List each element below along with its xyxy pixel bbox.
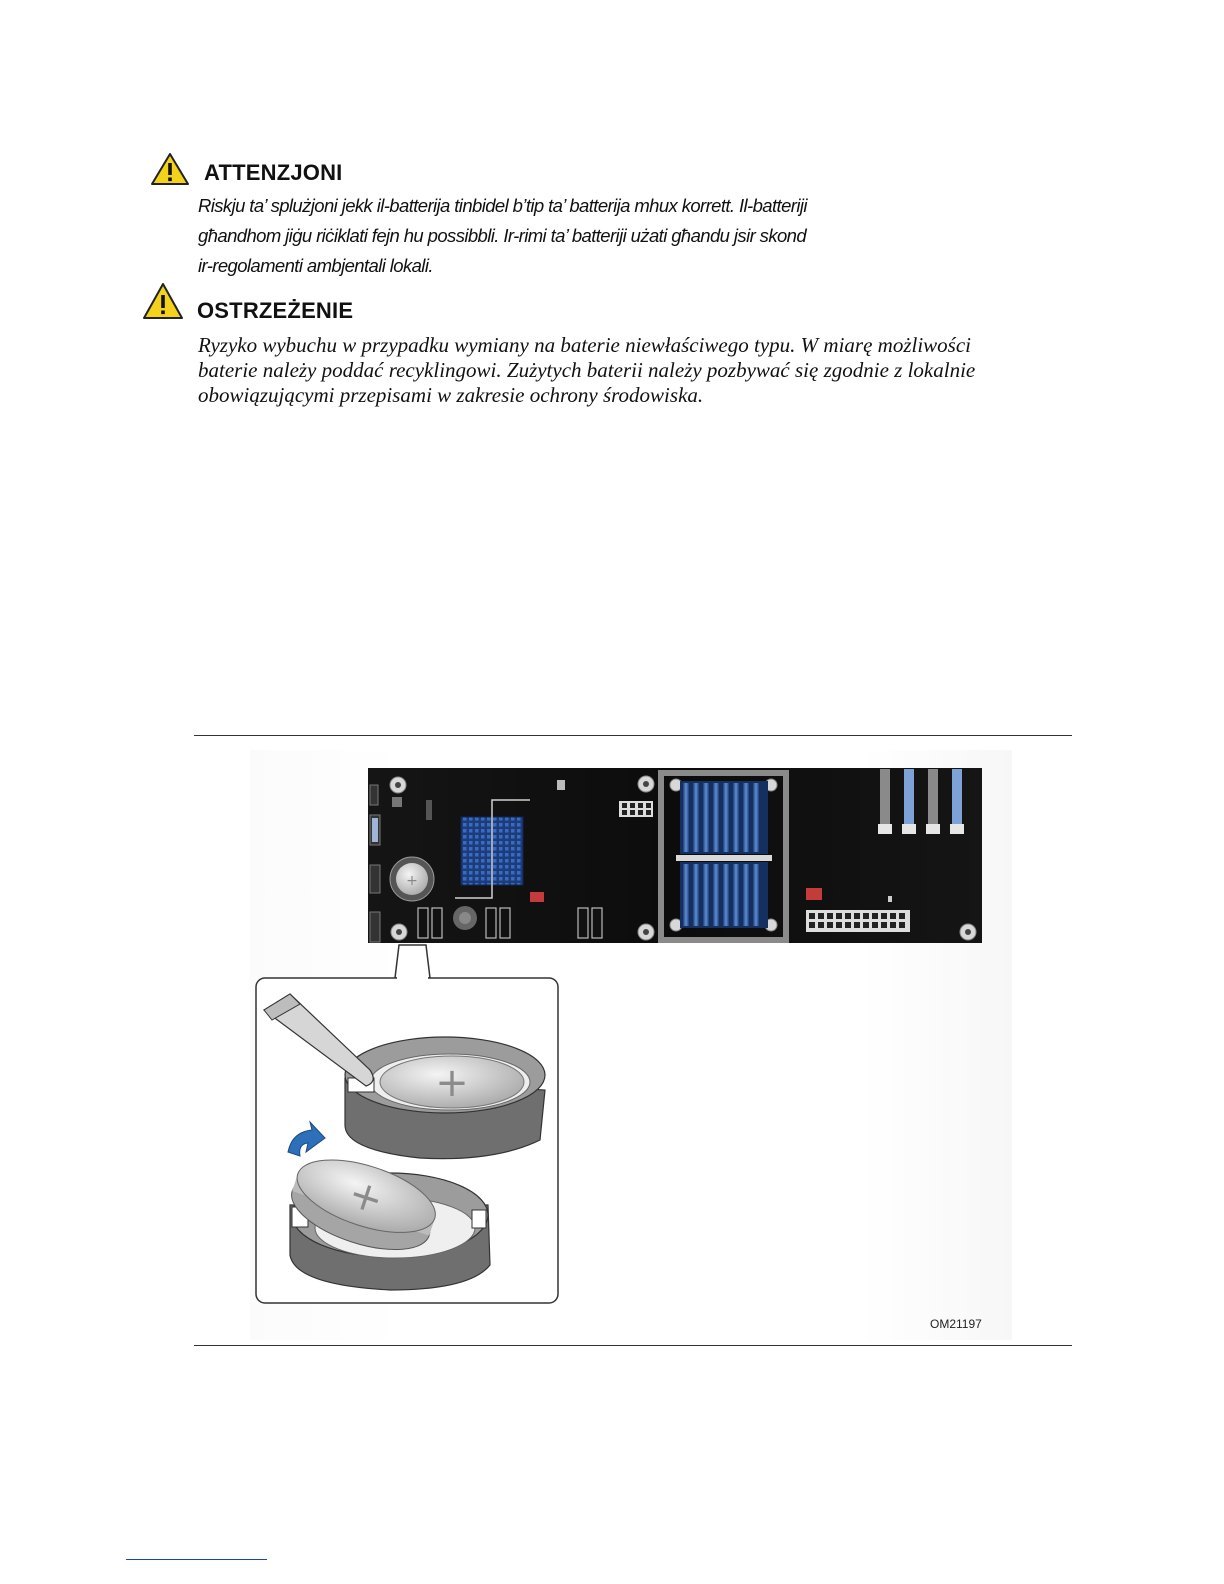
warning-title-mt: ATTENZJONI (204, 160, 343, 185)
warning-text-line: baterie należy poddać recyklingowi. Zużytych baterii należy pozbywać się zgodnie z lokalnie (198, 358, 976, 382)
warning-text-line: Riskju ta’ splużjoni jekk il-batterija tinbidel b’tip ta’ batterija mhux korrett. Il-batteriji (198, 195, 807, 216)
footer-link-underline[interactable] (126, 1559, 267, 1560)
warning-title-pl: OSTRZEŻENIE (197, 298, 354, 323)
warning-text-line: għandhom jiġu riċiklati fejn hu possibbli. Ir-rimi ta’ batteriji użati għandu jsir skond (198, 225, 807, 246)
warning-text-line: ir-regolamenti ambjentali lokali. (198, 255, 433, 276)
warning-text-line: obowiązującymi przepisami w zakresie ochrony środowiska. (198, 383, 704, 407)
svg-text:+: + (435, 1060, 469, 1106)
figure-code: OM21197 (930, 1317, 982, 1331)
svg-text:+: + (342, 1170, 389, 1225)
svg-text:+: + (406, 873, 418, 889)
warning-text-line: Ryzyko wybuchu w przypadku wymiany na baterie niewłaściwego typu. W miarę możliwości (198, 333, 971, 357)
